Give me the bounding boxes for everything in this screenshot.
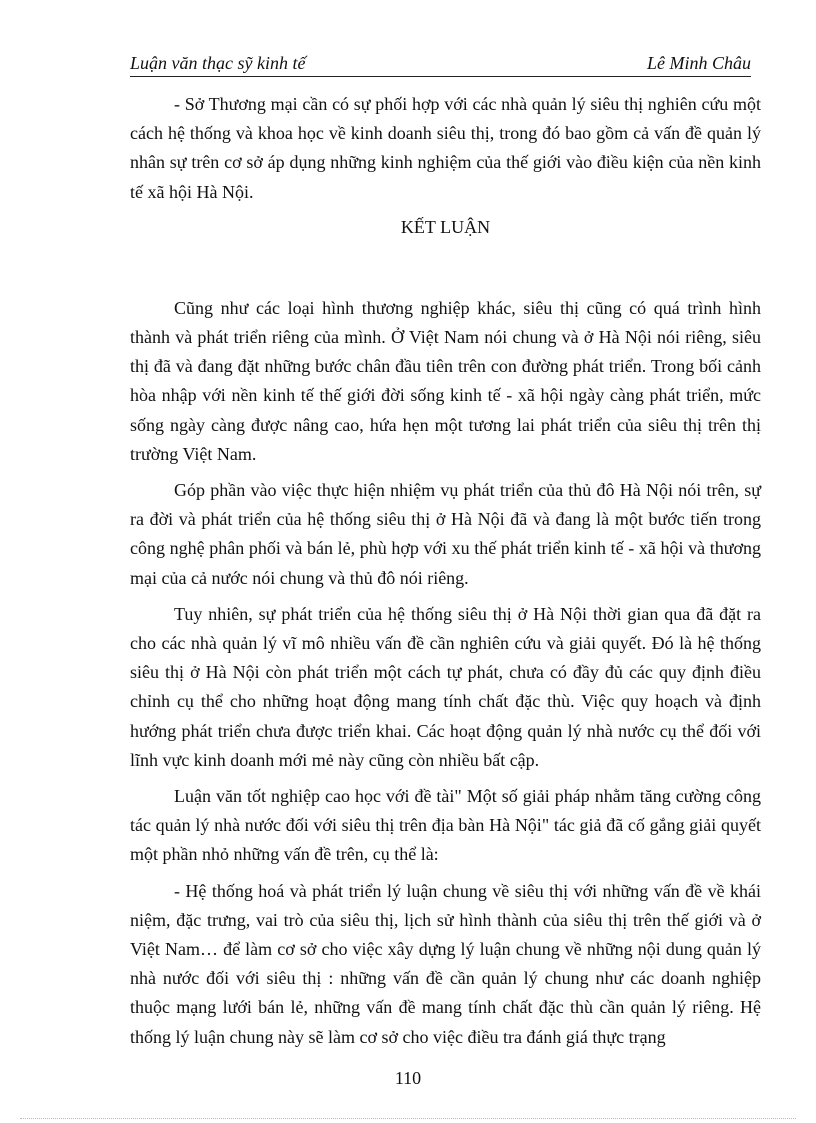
document-body — [130, 90, 761, 1052]
section-title: KẾT LUẬN — [400, 216, 491, 237]
page-header — [130, 52, 751, 77]
paragraph-conclusion-5: - Hệ thống hoá và phát triển lý luận chung về siêu thị với những vấn đề về khái niệm, đặc trưng, vai trò của siêu thị, lịch sử hình thành của siêu thị trên thế giới và ở Việt Nam… để làm cơ sở cho việc xây dựng lý luận chung về những nội dung quản lý nhà nước đối với siêu thị : những vấn đề cần quản lý chung như các doanh nghiệp thuộc mạng lưới bán lẻ, những vấn đề mang tính chất đặc thù cần quản lý riêng. Hệ thống lý luận chung này sẽ làm cơ sở cho việc điều tra đánh giá thực trạng — [130, 880, 761, 1047]
page-number: 110 — [394, 1068, 422, 1088]
paragraph-conclusion-2: Góp phần vào việc thực hiện nhiệm vụ phát triển của thủ đô Hà Nội nói trên, sự ra đời và phát triển của hệ thống siêu thị ở Hà Nội đã và đang là một bước tiến trong công nghệ phân phối và bán lẻ, phù hợp với xu thế phát triển kinh tế - xã hội và thương mại của cả nước nói chung và thủ đô nói riêng. — [130, 480, 761, 588]
paragraph-recommendation: - Sở Thương mại cần có sự phối hợp với các nhà quản lý siêu thị nghiên cứu một cách hệ thống và khoa học về kinh doanh siêu thị, trong đó bao gồm cả vấn đề quản lý nhân sự trên cơ sở áp dụng những kinh nghiệm của thế giới vào điều kiện của nền kinh tế xã hội Hà Nội. — [130, 94, 761, 202]
paragraph-conclusion-3: Tuy nhiên, sự phát triển của hệ thống siêu thị ở Hà Nội thời gian qua đã đặt ra cho các nhà quản lý vĩ mô nhiều vấn đề cần nghiên cứu và giải quyết. Đó là hệ thống siêu thị ở Hà Nội còn phát triển một cách tự phát, chưa có đầy đủ các quy định điều chỉnh cụ thể cho những hoạt động mang tính chất đặc thù. Việc quy hoạch và định hướng phát triển chưa được triển khai. Các hoạt động quản lý nhà nước cụ thể đối với lĩnh vực kinh doanh mới mẻ này cũng còn nhiều bất cập. — [130, 603, 761, 770]
paragraph-conclusion-1: Cũng như các loại hình thương nghiệp khác, siêu thị cũng có quá trình hình thành và phát triển riêng của mình. Ở Việt Nam nói chung và ở Hà Nội nói riêng, siêu thị đã và đang đặt những bước chân đầu tiên trên con đường phát triển. Trong bối cảnh hòa nhập với nền kinh tế thế giới đời sống kinh tế - xã hội ngày càng phát triển, mức sống ngày càng được nâng cao, hứa hẹn một tương lai phát triển của siêu thị trên thị trường Việt Nam. — [130, 297, 761, 464]
header-thesis-title: Luận văn thạc sỹ kinh tế — [130, 53, 306, 73]
page-bottom-divider — [20, 1118, 796, 1119]
paragraph-conclusion-4: Luận văn tốt nghiệp cao học với đề tài" Một số giải pháp nhằm tăng cường công tác quản lý nhà nước đối với siêu thị trên địa bàn Hà Nội" tác giả đã cố gắng giải quyết một phần nhỏ những vấn đề trên, cụ thể là: — [130, 786, 761, 865]
header-author-name: Lê Minh Châu — [646, 53, 751, 73]
